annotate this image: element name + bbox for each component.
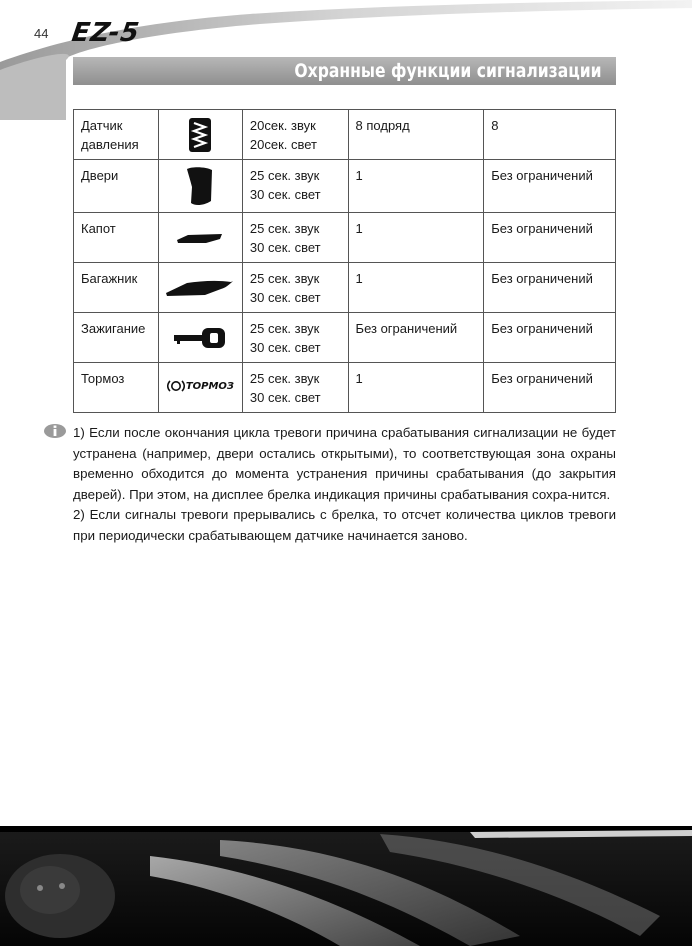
timing-light: 30 сек. свет — [249, 340, 321, 355]
sensor-limit: 8 — [484, 110, 616, 160]
info-icon — [43, 423, 67, 439]
timing-light: 20сек. свет — [249, 137, 318, 152]
pressure-sensor-icon — [188, 117, 212, 153]
hood-icon — [176, 231, 224, 245]
sensor-table — [73, 109, 616, 413]
sensor-name: Капот — [74, 213, 159, 263]
sensor-timing — [242, 363, 348, 413]
table-row — [74, 110, 616, 160]
sensor-name: Багажник — [74, 263, 159, 313]
sensor-limit: Без ограничений — [484, 213, 616, 263]
sensor-cycles: 1 — [348, 213, 484, 263]
note-paragraph: 2) Если сигналы тревоги прерывались с брелка, то отсчет количества циклов тревоги при периодически срабатывающем датчике начинается заново. — [73, 507, 616, 543]
notes-block — [73, 423, 616, 546]
brake-icon — [167, 377, 234, 396]
sensor-icon-cell — [158, 313, 242, 363]
timing-light: 30 сек. свет — [249, 187, 321, 202]
sensor-timing — [242, 213, 348, 263]
brake-symbol-icon — [167, 379, 185, 393]
sensor-name: Зажигание — [74, 313, 159, 363]
sensor-cycles: Без ограничений — [348, 313, 484, 363]
timing-sound: 25 сек. звук — [249, 271, 320, 286]
sensor-timing — [242, 313, 348, 363]
timing-light: 30 сек. свет — [249, 390, 321, 405]
sensor-icon-cell — [158, 160, 242, 213]
sensor-limit: Без ограничений — [484, 363, 616, 413]
footer-photo-decoration — [0, 826, 692, 946]
timing-sound: 25 сек. звук — [249, 371, 320, 386]
sensor-icon-cell — [158, 363, 242, 413]
timing-light: 30 сек. свет — [249, 240, 321, 255]
timing-sound: 25 сек. звук — [249, 168, 320, 183]
brake-icon-label: ТОРМОЗ — [185, 380, 235, 392]
ignition-key-icon — [172, 326, 228, 350]
note-paragraph: 1) Если после окончания цикла тревоги причина срабатывания сигнализации не будет устранена (например, двери остались открытыми), то соответствующая зона охраны временно обходится до момента устранения причины срабатывания (до закрытия дверей). При этом, на дисплее брелка индикация причины срабатывания сохра-нится. — [73, 425, 616, 502]
sensor-name: Датчик давления — [74, 110, 159, 160]
timing-light: 30 сек. свет — [249, 290, 321, 305]
timing-sound: 20сек. звук — [249, 118, 316, 133]
table-row — [74, 160, 616, 213]
sensor-limit: Без ограничений — [484, 313, 616, 363]
table-row — [74, 213, 616, 263]
sensor-cycles: 1 — [348, 263, 484, 313]
table-row — [74, 313, 616, 363]
table-row — [74, 263, 616, 313]
sensor-cycles: 1 — [348, 160, 484, 213]
sensor-cycles: 8 подряд — [348, 110, 484, 160]
page-number: 44 — [34, 26, 49, 41]
trunk-icon — [165, 279, 235, 297]
section-title-bar — [73, 57, 616, 85]
sensor-timing — [242, 110, 348, 160]
sensor-icon-cell — [158, 213, 242, 263]
timing-sound: 25 сек. звук — [249, 321, 320, 336]
sensor-name: Двери — [74, 160, 159, 213]
sensor-icon-cell — [158, 110, 242, 160]
sensor-limit: Без ограничений — [484, 263, 616, 313]
sensor-limit: Без ограничений — [484, 160, 616, 213]
timing-sound: 25 сек. звук — [249, 221, 320, 236]
sensor-cycles: 1 — [348, 363, 484, 413]
table-row — [74, 363, 616, 413]
sensor-timing — [242, 263, 348, 313]
sensor-name: Тормоз — [74, 363, 159, 413]
section-title: Охранные функции сигнализации — [294, 60, 602, 82]
sensor-timing — [242, 160, 348, 213]
sensor-icon-cell — [158, 263, 242, 313]
door-icon — [185, 165, 215, 207]
brand-logo: EZ-5 — [69, 18, 142, 48]
